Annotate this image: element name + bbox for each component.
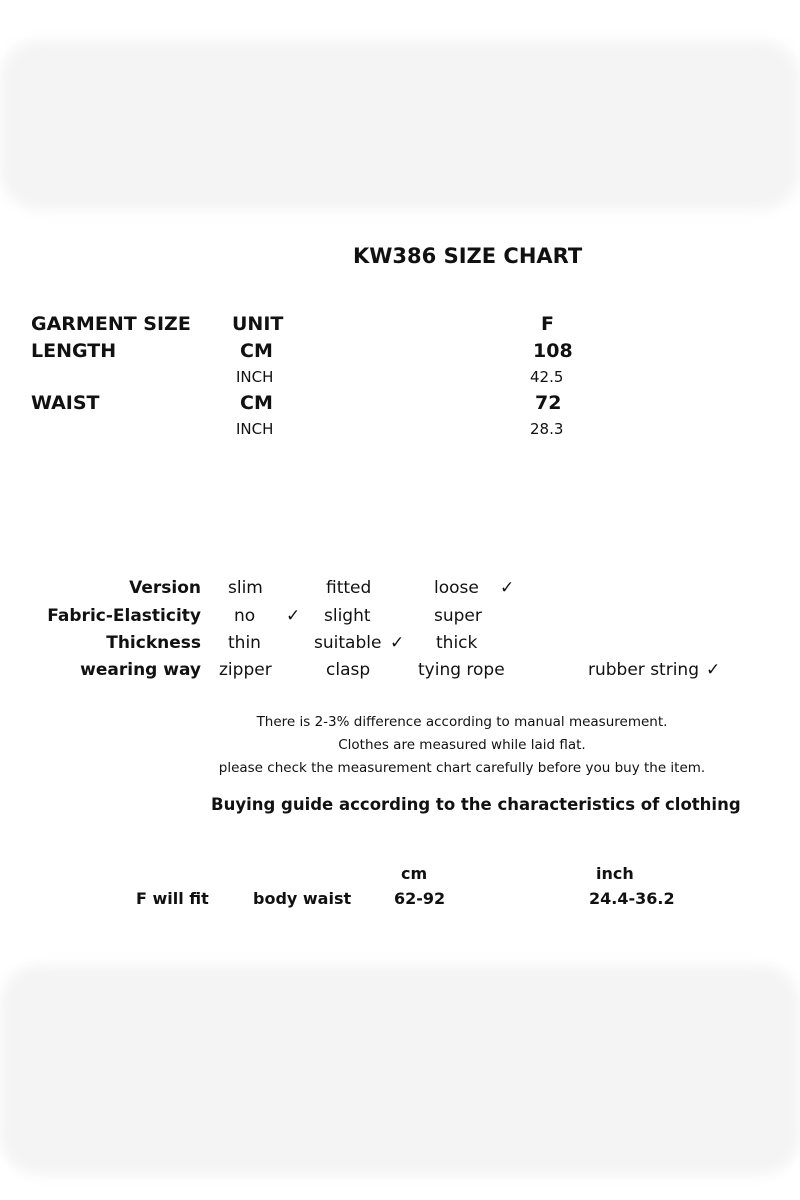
attr-thickness-opt-thick: thick bbox=[436, 633, 478, 653]
row-waist-inch-unit: INCH bbox=[236, 420, 274, 438]
attr-wearing-opt-tying-rope: tying rope bbox=[418, 660, 505, 680]
attr-elasticity-label: Fabric-Elasticity bbox=[47, 606, 201, 626]
attr-version-opt-slim: slim bbox=[228, 578, 263, 598]
header-size-f: F bbox=[541, 313, 554, 335]
attr-thickness-label: Thickness bbox=[106, 633, 201, 653]
row-length-cm-value: 108 bbox=[533, 340, 573, 362]
attr-version-label: Version bbox=[129, 578, 201, 598]
background-smudge-top bbox=[0, 40, 800, 210]
row-length-cm-unit: CM bbox=[240, 340, 273, 362]
attr-wearing-opt-clasp: clasp bbox=[326, 660, 371, 680]
attr-wearing-way-label: wearing way bbox=[80, 660, 201, 680]
attr-elasticity-opt-slight: slight bbox=[324, 606, 371, 626]
check-icon: ✓ bbox=[286, 606, 301, 626]
row-waist-cm-value: 72 bbox=[535, 392, 562, 414]
attr-wearing-opt-zipper: zipper bbox=[219, 660, 272, 680]
fit-measure-label: body waist bbox=[253, 889, 352, 908]
fit-size-label: F will fit bbox=[136, 889, 209, 908]
attr-elasticity-opt-super: super bbox=[434, 606, 482, 626]
row-length-label: LENGTH bbox=[31, 340, 117, 362]
attr-wearing-opt-rubber-string: rubber string bbox=[588, 660, 699, 680]
header-unit: UNIT bbox=[232, 313, 284, 335]
check-icon: ✓ bbox=[706, 660, 721, 680]
row-length-inch-unit: INCH bbox=[236, 368, 274, 386]
note-laid-flat: Clothes are measured while laid flat. bbox=[338, 737, 586, 753]
fit-inch-range: 24.4-36.2 bbox=[589, 889, 675, 908]
attr-version-opt-fitted: fitted bbox=[326, 578, 372, 598]
row-waist-label: WAIST bbox=[31, 392, 100, 414]
check-icon: ✓ bbox=[500, 578, 515, 598]
attr-thickness-opt-suitable: suitable bbox=[314, 633, 382, 653]
row-waist-cm-unit: CM bbox=[240, 392, 273, 414]
fit-col-inch: inch bbox=[596, 864, 634, 883]
buying-guide-title: Buying guide according to the characteristics of clothing bbox=[211, 795, 741, 814]
note-check-chart: please check the measurement chart carefully before you buy the item. bbox=[218, 760, 706, 776]
chart-title: KW386 SIZE CHART bbox=[353, 244, 583, 268]
background-smudge-bottom bbox=[0, 965, 800, 1175]
row-waist-inch-value: 28.3 bbox=[530, 420, 564, 438]
fit-cm-range: 62-92 bbox=[394, 889, 446, 908]
header-garment-size: GARMENT SIZE bbox=[31, 313, 191, 335]
check-icon: ✓ bbox=[390, 633, 405, 653]
fit-col-cm: cm bbox=[401, 864, 428, 883]
attr-thickness-opt-thin: thin bbox=[228, 633, 261, 653]
row-length-inch-value: 42.5 bbox=[530, 368, 564, 386]
attr-elasticity-opt-no: no bbox=[234, 606, 256, 626]
note-measurement-difference: There is 2-3% difference according to manual measurement. bbox=[256, 714, 668, 730]
attr-version-opt-loose: loose bbox=[434, 578, 479, 598]
